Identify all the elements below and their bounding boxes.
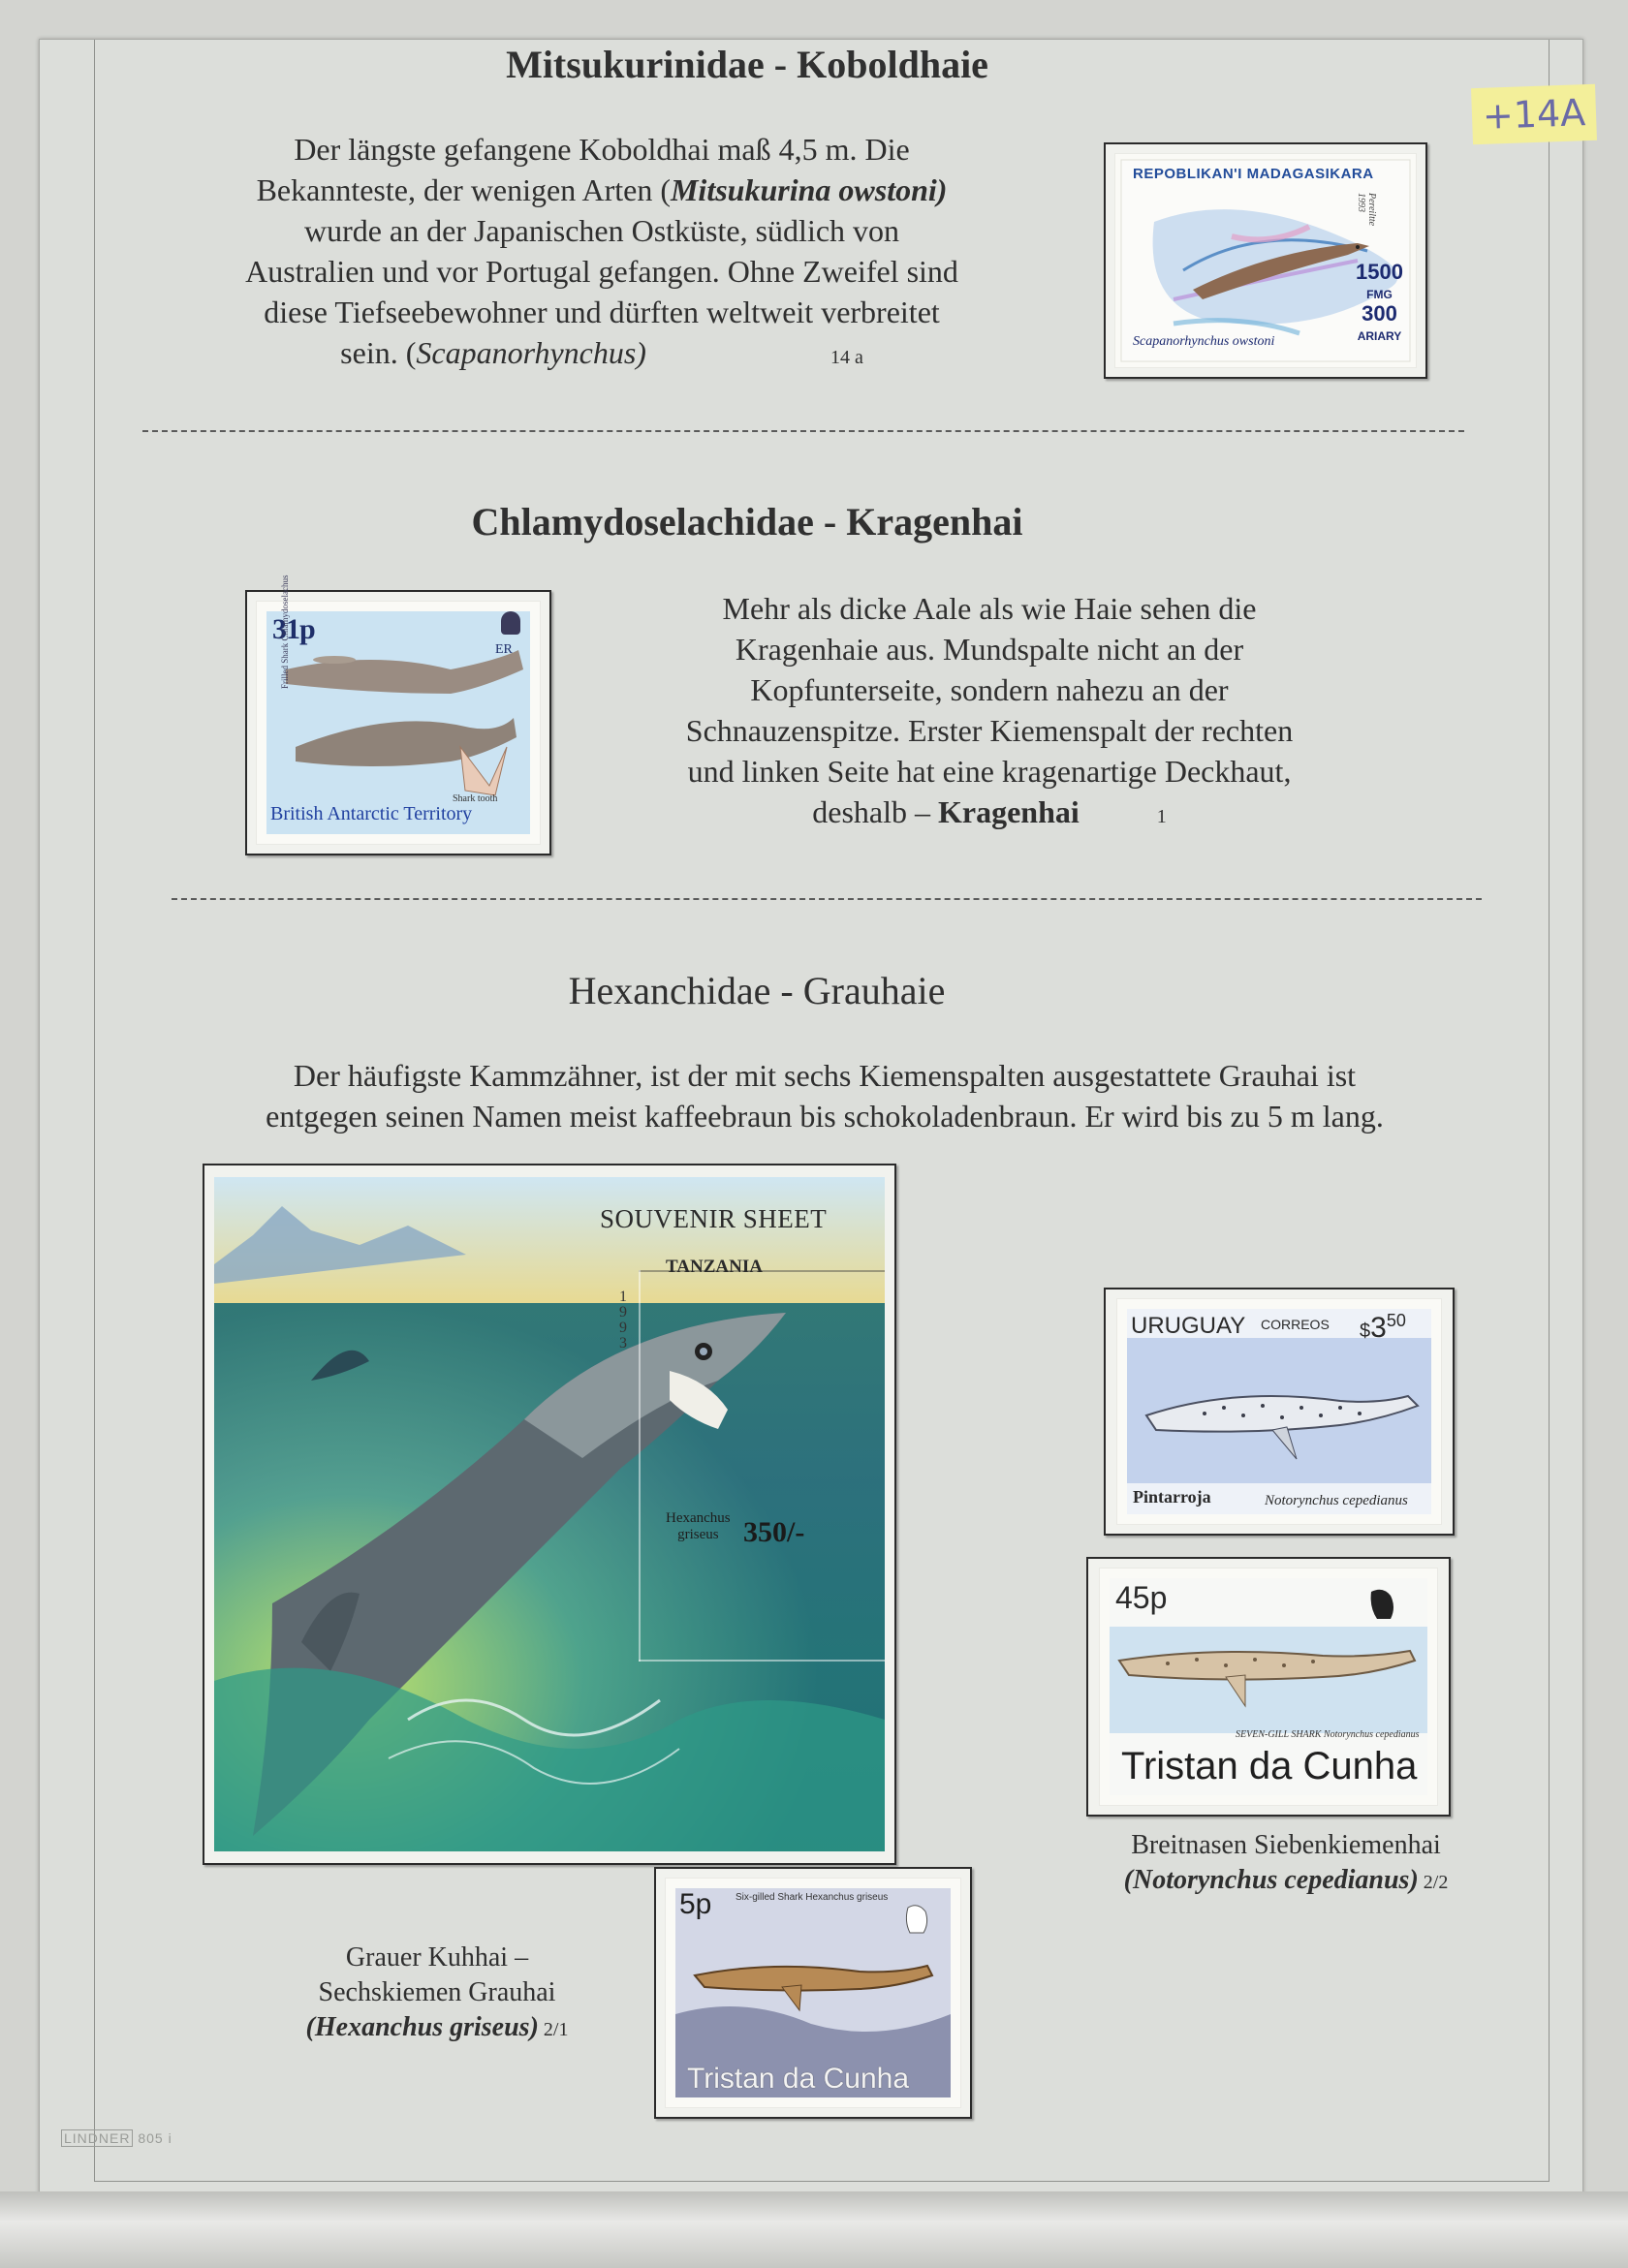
text-line: und linken Seite hat eine kragenartige Deckhaut, <box>687 754 1292 789</box>
pencil-note: +14A <box>1471 84 1597 144</box>
stamp-value: $\$3^{50}$ <box>1360 1311 1406 1344</box>
sheet-header: SOUVENIR SHEET <box>600 1204 828 1233</box>
souvenir-sheet-mount <box>203 1164 896 1865</box>
stamp-correos: CORREOS <box>1261 1317 1330 1332</box>
section-3-text <box>137 1055 1513 1136</box>
stamp-british-antarctic <box>257 575 540 844</box>
stamp-name: Pintarroja <box>1133 1487 1211 1507</box>
caption-hexanchus <box>253 1941 621 2047</box>
text-line: Schnauzenspitze. Erster Kiemenspalt der rechten <box>685 713 1294 748</box>
section-2-title: Chlamydoselachidae - Kragenhai <box>471 500 1023 544</box>
stamp-tooth-caption: Shark tooth <box>453 793 498 804</box>
crown-icon <box>501 611 520 635</box>
stamp-artist: Pereiltte 1993 <box>1356 193 1377 227</box>
species-name: Mitsukurina owstoni) <box>670 172 948 207</box>
stamp-value: 31p <box>272 613 315 645</box>
stamp-value: 1500 FMG 300 ARIARY <box>1356 260 1403 343</box>
souvenir-sheet-tanzania <box>214 1177 885 1851</box>
stamp-species: Scapanorhynchus owstoni <box>1133 334 1275 349</box>
text-line: Kopfunterseite, sondern nahezu an der <box>750 672 1229 707</box>
section-1-text <box>185 129 1018 378</box>
section-2-text <box>582 588 1396 837</box>
stamp-country: British Antarctic Territory <box>270 803 473 824</box>
stamp-uruguay <box>1117 1299 1441 1524</box>
sheet-year: 1993 <box>619 1289 627 1351</box>
stamp-mount-bat <box>245 575 551 855</box>
stamp-country: URUGUAY <box>1131 1313 1246 1339</box>
text-line: Australien und vor Portugal gefangen. Ohne Zweifel sind <box>245 254 958 289</box>
stamp-mount-madagascar <box>1104 142 1427 379</box>
text-line: Mehr als dicke Aale als wie Haie sehen die <box>722 591 1257 626</box>
caption-line: (Hexanchus griseus) 2/1 <box>305 2012 569 2042</box>
sheet-species: Hexanchus griseus <box>666 1510 731 1542</box>
text-line: deshalb – Kragenhai 1 <box>812 794 1167 829</box>
stamp-country: REPOBLIKAN'I MADAGASIKARA <box>1133 166 1374 182</box>
stamp-country: Tristan da Cunha <box>1121 1745 1418 1787</box>
text-line: wurde an der Japanischen Ostküste, südlich von <box>303 213 900 248</box>
text-line: Bekannteste, der wenigen Arten (Mitsukurina owstoni) <box>256 172 948 207</box>
stamp-value: 45p <box>1115 1580 1168 1615</box>
catalog-ref: 1 <box>1156 806 1167 827</box>
stamp-mount-tristan-5p <box>654 1867 972 2119</box>
section-1-title: Mitsukurinidae - Koboldhaie <box>506 43 988 86</box>
catalog-ref: 14 a <box>830 347 863 368</box>
stamp-caption: Six-gilled Shark Hexanchus griseus <box>736 1892 889 1903</box>
stamp-tristan-5p <box>666 1879 960 2107</box>
divider <box>172 898 1482 900</box>
stamp-caption: SEVEN-GILL SHARK Notorynchus cepedianus <box>1236 1729 1420 1740</box>
divider <box>142 430 1464 432</box>
text-line: entgegen seinen Namen meist kaffeebraun bis schokoladenbraun. Er wird bis zu 5 m lang. <box>266 1099 1384 1134</box>
stamp-mount-tristan-45p <box>1086 1557 1451 1817</box>
stamp-value: 5p <box>679 1888 712 1920</box>
sheet-art <box>214 1177 885 1851</box>
footer-brand: LINDNER 805 i <box>61 2130 172 2146</box>
caption-line: Sechskiemen Grauhai <box>318 1977 556 2007</box>
text-line: Der häufigste Kammzähner, ist der mit sechs Kiemenspalten ausgestattete Grauhai ist <box>293 1058 1357 1093</box>
section-3-title: Hexanchidae - Grauhaie <box>568 969 946 1012</box>
album-sleeve-edge <box>0 2191 1628 2268</box>
stamp-mount-uruguay <box>1104 1288 1455 1536</box>
stamp-side-caption: Frilled Shark Chlamydoselachus <box>280 575 290 689</box>
caption-line: Grauer Kuhhai – <box>345 1942 529 1973</box>
text-line: diese Tiefseebewohner und dürften weltweit verbreitet <box>264 295 940 329</box>
sheet-value: 350/- <box>743 1516 805 1548</box>
caption-notorynchus <box>1063 1828 1509 1900</box>
stamp-species: Notorynchus cepedianus <box>1265 1493 1408 1508</box>
stamp-country: Tristan da Cunha <box>687 2063 910 2095</box>
stamp-tristan-45p <box>1100 1569 1437 1805</box>
text-line: sein. (Scapanorhynchus) 14 a <box>340 335 863 370</box>
sheet-country: TANZANIA <box>666 1257 763 1277</box>
text-line: Kragenhaie aus. Mundspalte nicht an der <box>735 632 1244 667</box>
stamp-royal-cypher: ER <box>495 642 513 657</box>
caption-line: (Notorynchus cepedianus) 2/2 <box>1123 1865 1449 1895</box>
stamp-madagascar <box>1115 154 1416 367</box>
caption-line: Breitnasen Siebenkiemenhai <box>1131 1830 1441 1860</box>
text-line: Der längste gefangene Koboldhai maß 4,5 m. Die <box>294 132 910 167</box>
album-page <box>39 39 1586 2232</box>
